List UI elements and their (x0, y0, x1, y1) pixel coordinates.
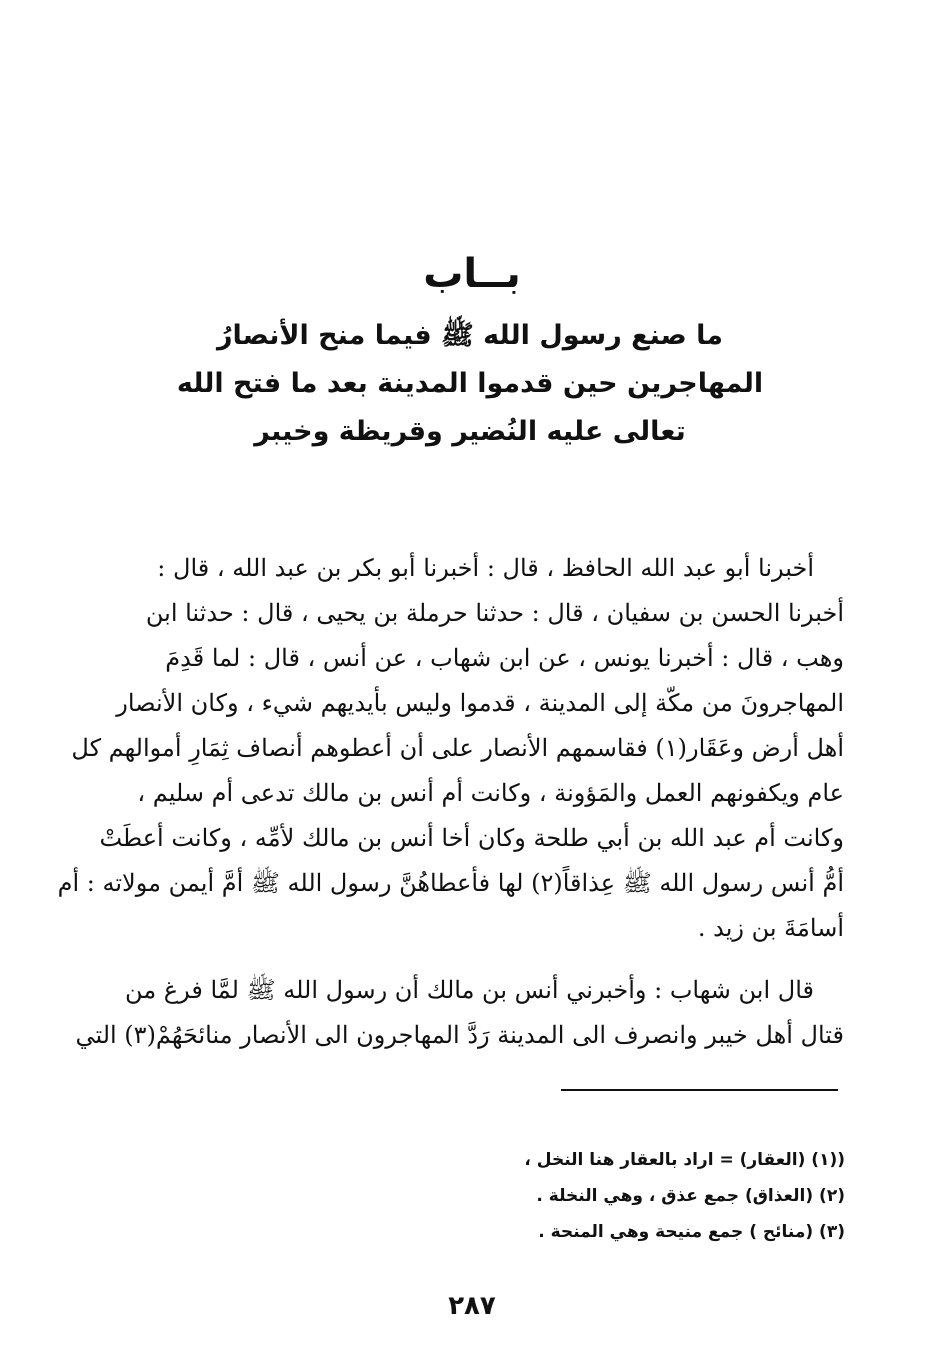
text-line: أخبرنا أبو عبد الله الحافظ ، قال : أخبرنا أبو بكر بن عبد الله ، قال : (157, 554, 814, 582)
title-line: ما صنع رسول الله ﷺ فيما منح الأنصارُ (217, 320, 723, 351)
text-line: عام ويكفونهم العمل والمَؤونة ، وكانت أم أنس بن مالك تدعى أم سليم ، (137, 779, 844, 807)
text-line: قال ابن شهاب : وأخبرني أنس بن مالك أن رسول الله ﷺ لمَّا فرغ من (125, 976, 814, 1004)
chapter-heading: بــاب (423, 251, 521, 297)
text-line: المهاجرونَ من مكّة إلى المدينة ، قدموا وليس بأيديهم شيء ، وكان الأنصار (116, 689, 844, 717)
footnotes (300, 1142, 845, 1250)
text-line: أمُّ أنس رسول الله ﷺ عِذاقاً(٢) لها فأعطاهُنَّ رسول الله ﷺ أمَّ أيمن مولاته : أم (57, 869, 844, 897)
text-line: أسامَةَ بن زيد . (697, 914, 844, 942)
chapter-title (150, 312, 790, 456)
text-line: أخبرنا الحسن بن سفيان ، قال : حدثنا حرملة بن يحيى ، قال : حدثنا ابن (145, 599, 844, 627)
body-paragraph-2 (75, 968, 844, 1058)
title-line: المهاجرين حين قدموا المدينة بعد ما فتح الله (176, 368, 764, 399)
body-paragraph-1 (57, 546, 844, 951)
text-line: أهل أرض وعَقَار(١) فقاسمهم الأنصار على أن أعطوهم أنصاف ثِمَارِ أموالهم كل (71, 734, 844, 762)
footnote-divider (561, 1089, 838, 1091)
footnote: ((١) (العقار) = اراد بالعقار هنا النخل ، (524, 1150, 845, 1170)
text-line: وكانت أم عبد الله بن أبي طلحة وكان أخا أنس بن مالك لأمِّه ، وكانت أعطَتْ (99, 824, 844, 852)
text-line: وهب ، قال : أخبرنا يونس ، عن ابن شهاب ، عن أنس ، قال : لما قَدِمَ (165, 644, 844, 672)
title-line: تعالى عليه النُضير وقريظة وخيبر (254, 416, 686, 447)
footnote: (٢) (العذاق) جمع عذق ، وهي النخلة . (536, 1186, 845, 1206)
text-line: قتال أهل خيبر وانصرف الى المدينة رَدَّ المهاجرون الى الأنصار منائحَهُمْ(٣) التي (75, 1021, 844, 1049)
footnote: (٣) (منائح ) جمع منيحة وهي المنحة . (538, 1222, 845, 1242)
page-number: ٢٨٧ (448, 1291, 496, 1321)
